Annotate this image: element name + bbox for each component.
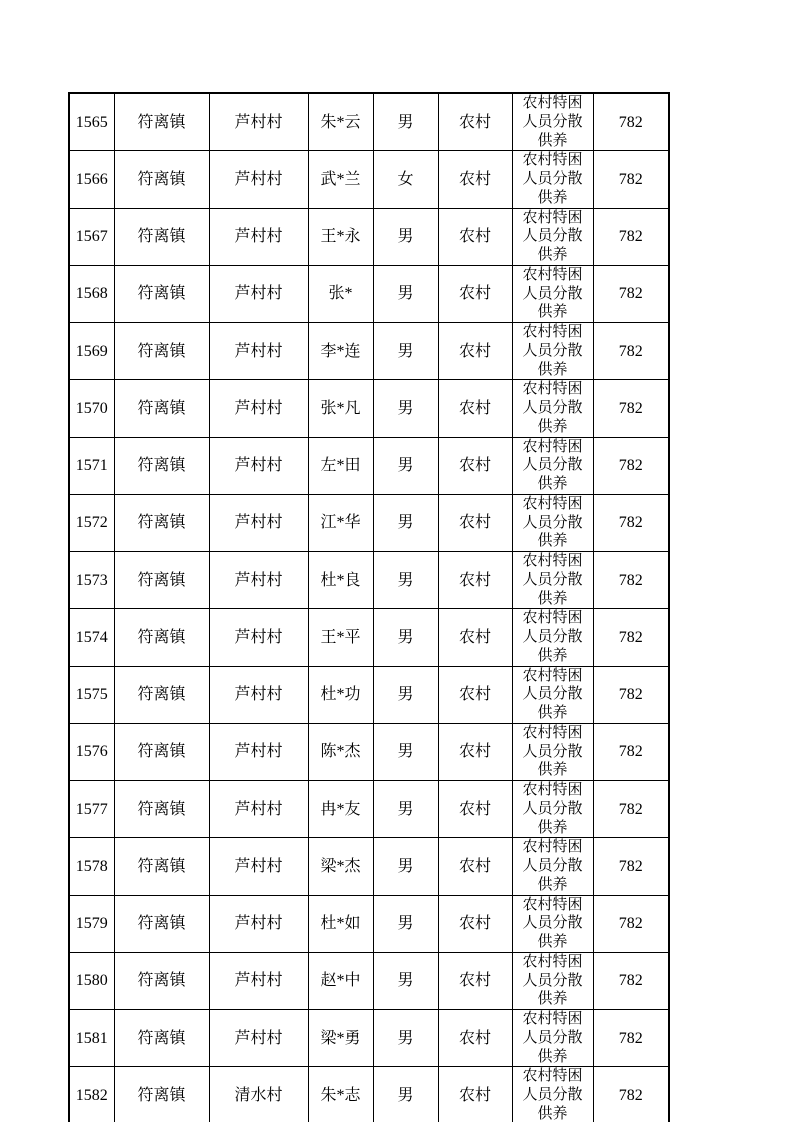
cell-row-number: 1568 [69, 265, 114, 322]
cell-person-name: 张*凡 [308, 380, 373, 437]
cell-support-type: 农村特困人员分散供养 [512, 265, 593, 322]
cell-amount: 782 [593, 380, 669, 437]
cell-village: 芦村村 [209, 666, 308, 723]
cell-category: 农村 [438, 838, 512, 895]
cell-gender: 男 [373, 552, 438, 609]
cell-category: 农村 [438, 666, 512, 723]
cell-row-number: 1569 [69, 323, 114, 380]
cell-support-type: 农村特困人员分散供养 [512, 208, 593, 265]
cell-category: 农村 [438, 781, 512, 838]
table-row [69, 838, 669, 895]
cell-category: 农村 [438, 380, 512, 437]
cell-category: 农村 [438, 93, 512, 151]
cell-support-type: 农村特困人员分散供养 [512, 952, 593, 1009]
cell-row-number: 1571 [69, 437, 114, 494]
cell-village: 芦村村 [209, 609, 308, 666]
cell-gender: 男 [373, 380, 438, 437]
cell-support-type: 农村特困人员分散供养 [512, 1010, 593, 1067]
cell-gender: 男 [373, 1067, 438, 1122]
cell-amount: 782 [593, 265, 669, 322]
cell-gender: 男 [373, 323, 438, 380]
cell-category: 农村 [438, 265, 512, 322]
cell-row-number: 1582 [69, 1067, 114, 1122]
cell-support-type: 农村特困人员分散供养 [512, 1067, 593, 1122]
table-row [69, 723, 669, 780]
cell-village: 芦村村 [209, 1010, 308, 1067]
cell-gender: 男 [373, 1010, 438, 1067]
cell-row-number: 1580 [69, 952, 114, 1009]
cell-amount: 782 [593, 552, 669, 609]
table-row [69, 208, 669, 265]
cell-row-number: 1576 [69, 723, 114, 780]
cell-town: 符离镇 [114, 93, 209, 151]
cell-support-type: 农村特困人员分散供养 [512, 494, 593, 551]
cell-person-name: 冉*友 [308, 781, 373, 838]
cell-town: 符离镇 [114, 952, 209, 1009]
cell-village: 芦村村 [209, 552, 308, 609]
cell-row-number: 1579 [69, 895, 114, 952]
cell-person-name: 陈*杰 [308, 723, 373, 780]
cell-village: 清水村 [209, 1067, 308, 1122]
cell-town: 符离镇 [114, 208, 209, 265]
cell-row-number: 1565 [69, 93, 114, 151]
cell-town: 符离镇 [114, 1010, 209, 1067]
table-row [69, 552, 669, 609]
cell-gender: 男 [373, 952, 438, 1009]
table-row [69, 323, 669, 380]
cell-gender: 男 [373, 781, 438, 838]
table-row [69, 1010, 669, 1067]
cell-support-type: 农村特困人员分散供养 [512, 609, 593, 666]
cell-village: 芦村村 [209, 781, 308, 838]
cell-amount: 782 [593, 1010, 669, 1067]
cell-category: 农村 [438, 952, 512, 1009]
cell-gender: 男 [373, 666, 438, 723]
cell-village: 芦村村 [209, 437, 308, 494]
cell-support-type: 农村特困人员分散供养 [512, 323, 593, 380]
cell-amount: 782 [593, 208, 669, 265]
cell-row-number: 1575 [69, 666, 114, 723]
table-row [69, 93, 669, 151]
cell-town: 符离镇 [114, 838, 209, 895]
cell-category: 农村 [438, 208, 512, 265]
cell-amount: 782 [593, 952, 669, 1009]
cell-town: 符离镇 [114, 494, 209, 551]
cell-support-type: 农村特困人员分散供养 [512, 552, 593, 609]
cell-village: 芦村村 [209, 151, 308, 208]
cell-category: 农村 [438, 437, 512, 494]
cell-town: 符离镇 [114, 1067, 209, 1122]
cell-amount: 782 [593, 1067, 669, 1122]
cell-category: 农村 [438, 494, 512, 551]
cell-category: 农村 [438, 1010, 512, 1067]
cell-amount: 782 [593, 494, 669, 551]
cell-town: 符离镇 [114, 323, 209, 380]
cell-village: 芦村村 [209, 93, 308, 151]
cell-amount: 782 [593, 93, 669, 151]
cell-amount: 782 [593, 781, 669, 838]
cell-person-name: 王*永 [308, 208, 373, 265]
cell-village: 芦村村 [209, 265, 308, 322]
cell-support-type: 农村特困人员分散供养 [512, 437, 593, 494]
benefits-table [68, 92, 670, 1122]
cell-person-name: 杜*功 [308, 666, 373, 723]
cell-support-type: 农村特困人员分散供养 [512, 895, 593, 952]
cell-gender: 男 [373, 723, 438, 780]
table-row [69, 151, 669, 208]
cell-gender: 男 [373, 265, 438, 322]
cell-gender: 男 [373, 838, 438, 895]
table-row [69, 380, 669, 437]
table-row [69, 494, 669, 551]
cell-village: 芦村村 [209, 380, 308, 437]
cell-category: 农村 [438, 552, 512, 609]
cell-person-name: 朱*志 [308, 1067, 373, 1122]
cell-amount: 782 [593, 838, 669, 895]
cell-amount: 782 [593, 151, 669, 208]
cell-amount: 782 [593, 895, 669, 952]
cell-gender: 男 [373, 208, 438, 265]
cell-town: 符离镇 [114, 380, 209, 437]
cell-gender: 男 [373, 93, 438, 151]
cell-town: 符离镇 [114, 723, 209, 780]
cell-gender: 男 [373, 437, 438, 494]
cell-category: 农村 [438, 895, 512, 952]
cell-village: 芦村村 [209, 895, 308, 952]
cell-person-name: 杜*良 [308, 552, 373, 609]
cell-row-number: 1570 [69, 380, 114, 437]
cell-category: 农村 [438, 723, 512, 780]
cell-amount: 782 [593, 666, 669, 723]
cell-village: 芦村村 [209, 838, 308, 895]
cell-town: 符离镇 [114, 609, 209, 666]
cell-village: 芦村村 [209, 952, 308, 1009]
cell-village: 芦村村 [209, 723, 308, 780]
cell-category: 农村 [438, 609, 512, 666]
cell-person-name: 江*华 [308, 494, 373, 551]
table-row [69, 895, 669, 952]
cell-gender: 男 [373, 895, 438, 952]
table-row [69, 666, 669, 723]
cell-person-name: 赵*中 [308, 952, 373, 1009]
table-row [69, 265, 669, 322]
cell-amount: 782 [593, 723, 669, 780]
cell-town: 符离镇 [114, 552, 209, 609]
table-row [69, 609, 669, 666]
cell-support-type: 农村特困人员分散供养 [512, 666, 593, 723]
cell-person-name: 李*连 [308, 323, 373, 380]
cell-person-name: 王*平 [308, 609, 373, 666]
cell-row-number: 1574 [69, 609, 114, 666]
cell-row-number: 1566 [69, 151, 114, 208]
cell-support-type: 农村特困人员分散供养 [512, 93, 593, 151]
cell-town: 符离镇 [114, 781, 209, 838]
cell-support-type: 农村特困人员分散供养 [512, 838, 593, 895]
cell-person-name: 张* [308, 265, 373, 322]
cell-support-type: 农村特困人员分散供养 [512, 380, 593, 437]
cell-town: 符离镇 [114, 265, 209, 322]
cell-village: 芦村村 [209, 208, 308, 265]
cell-row-number: 1567 [69, 208, 114, 265]
cell-village: 芦村村 [209, 323, 308, 380]
cell-person-name: 梁*杰 [308, 838, 373, 895]
table-row [69, 952, 669, 1009]
cell-person-name: 武*兰 [308, 151, 373, 208]
cell-row-number: 1581 [69, 1010, 114, 1067]
cell-person-name: 梁*勇 [308, 1010, 373, 1067]
cell-row-number: 1577 [69, 781, 114, 838]
cell-support-type: 农村特困人员分散供养 [512, 781, 593, 838]
cell-town: 符离镇 [114, 151, 209, 208]
cell-row-number: 1578 [69, 838, 114, 895]
cell-row-number: 1573 [69, 552, 114, 609]
table-row [69, 1067, 669, 1122]
cell-town: 符离镇 [114, 895, 209, 952]
cell-town: 符离镇 [114, 666, 209, 723]
cell-village: 芦村村 [209, 494, 308, 551]
cell-support-type: 农村特困人员分散供养 [512, 723, 593, 780]
cell-person-name: 朱*云 [308, 93, 373, 151]
cell-amount: 782 [593, 323, 669, 380]
cell-amount: 782 [593, 437, 669, 494]
cell-category: 农村 [438, 151, 512, 208]
table-row [69, 437, 669, 494]
cell-support-type: 农村特困人员分散供养 [512, 151, 593, 208]
table-row [69, 781, 669, 838]
cell-category: 农村 [438, 323, 512, 380]
cell-person-name: 左*田 [308, 437, 373, 494]
cell-row-number: 1572 [69, 494, 114, 551]
cell-gender: 男 [373, 494, 438, 551]
cell-gender: 男 [373, 609, 438, 666]
cell-person-name: 杜*如 [308, 895, 373, 952]
cell-amount: 782 [593, 609, 669, 666]
cell-category: 农村 [438, 1067, 512, 1122]
table-body [69, 93, 669, 1122]
cell-gender: 女 [373, 151, 438, 208]
cell-town: 符离镇 [114, 437, 209, 494]
